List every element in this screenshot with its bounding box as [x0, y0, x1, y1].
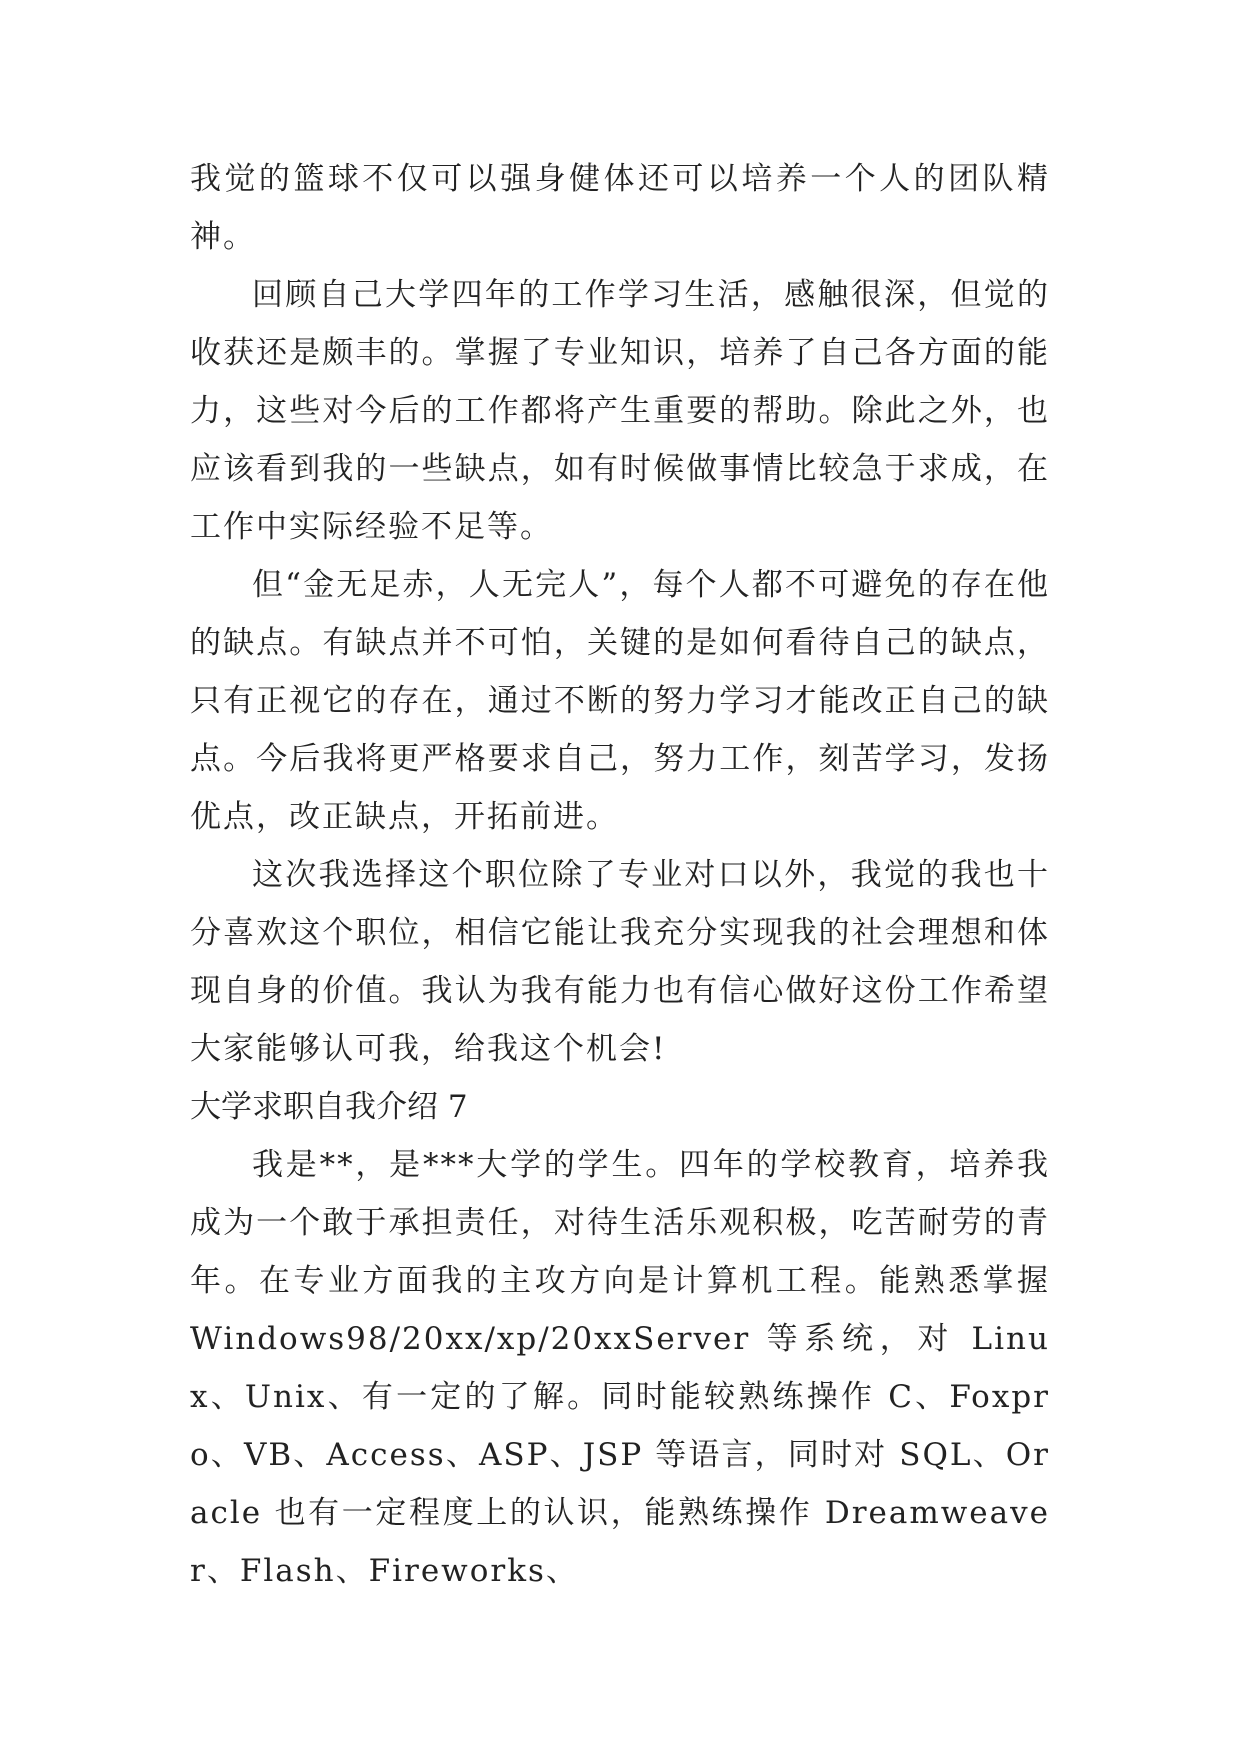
paragraph-position: 这次我选择这个职位除了专业对口以外，我觉的我也十分喜欢这个职位，相信它能让我充分实现我的社会理想和体现自身的价值。我认为我有能力也有信心做好这份工作希望大家能够认可我，给我这个机会!: [190, 857, 1050, 1067]
paragraph-intro: 我是**，是***大学的学生。四年的学校教育，培养我成为一个敢于承担责任，对待生活乐观积极，吃苦耐劳的青年。在专业方面我的主攻方向是计算机工程。能熟悉掌握 Windows98/20xx/xp/20xxServer 等系统，对 Linux、Unix、有一定的了解。同时能较熟练操作 C、Foxpro、VB、Access、ASP、JSP 等语言，同时对 SQL、Oracle 也有一定程度上的认识，能熟练操作 Dreamweaver、Flash、Fireworks、: [190, 1147, 1050, 1589]
section-heading: 大学求职自我介绍 7: [190, 1089, 468, 1125]
document-body: [190, 150, 1050, 1600]
paragraph-review: 回顾自己大学四年的工作学习生活，感触很深，但觉的收获还是颇丰的。掌握了专业知识，培养了自己各方面的能力，这些对今后的工作都将产生重要的帮助。除此之外，也应该看到我的一些缺点，如有时候做事情比较急于求成，在工作中实际经验不足等。: [190, 277, 1050, 545]
paragraph-continuation: 我觉的篮球不仅可以强身健体还可以培养一个人的团队精神。: [190, 161, 1050, 255]
paragraph-shortcomings: 但“金无足赤，人无完人”，每个人都不可避免的存在他的缺点。有缺点并不可怕，关键的是如何看待自己的缺点，只有正视它的存在，通过不断的努力学习才能改正自己的缺点。今后我将更严格要求自己，努力工作，刻苦学习，发扬优点，改正缺点，开拓前进。: [190, 567, 1050, 835]
